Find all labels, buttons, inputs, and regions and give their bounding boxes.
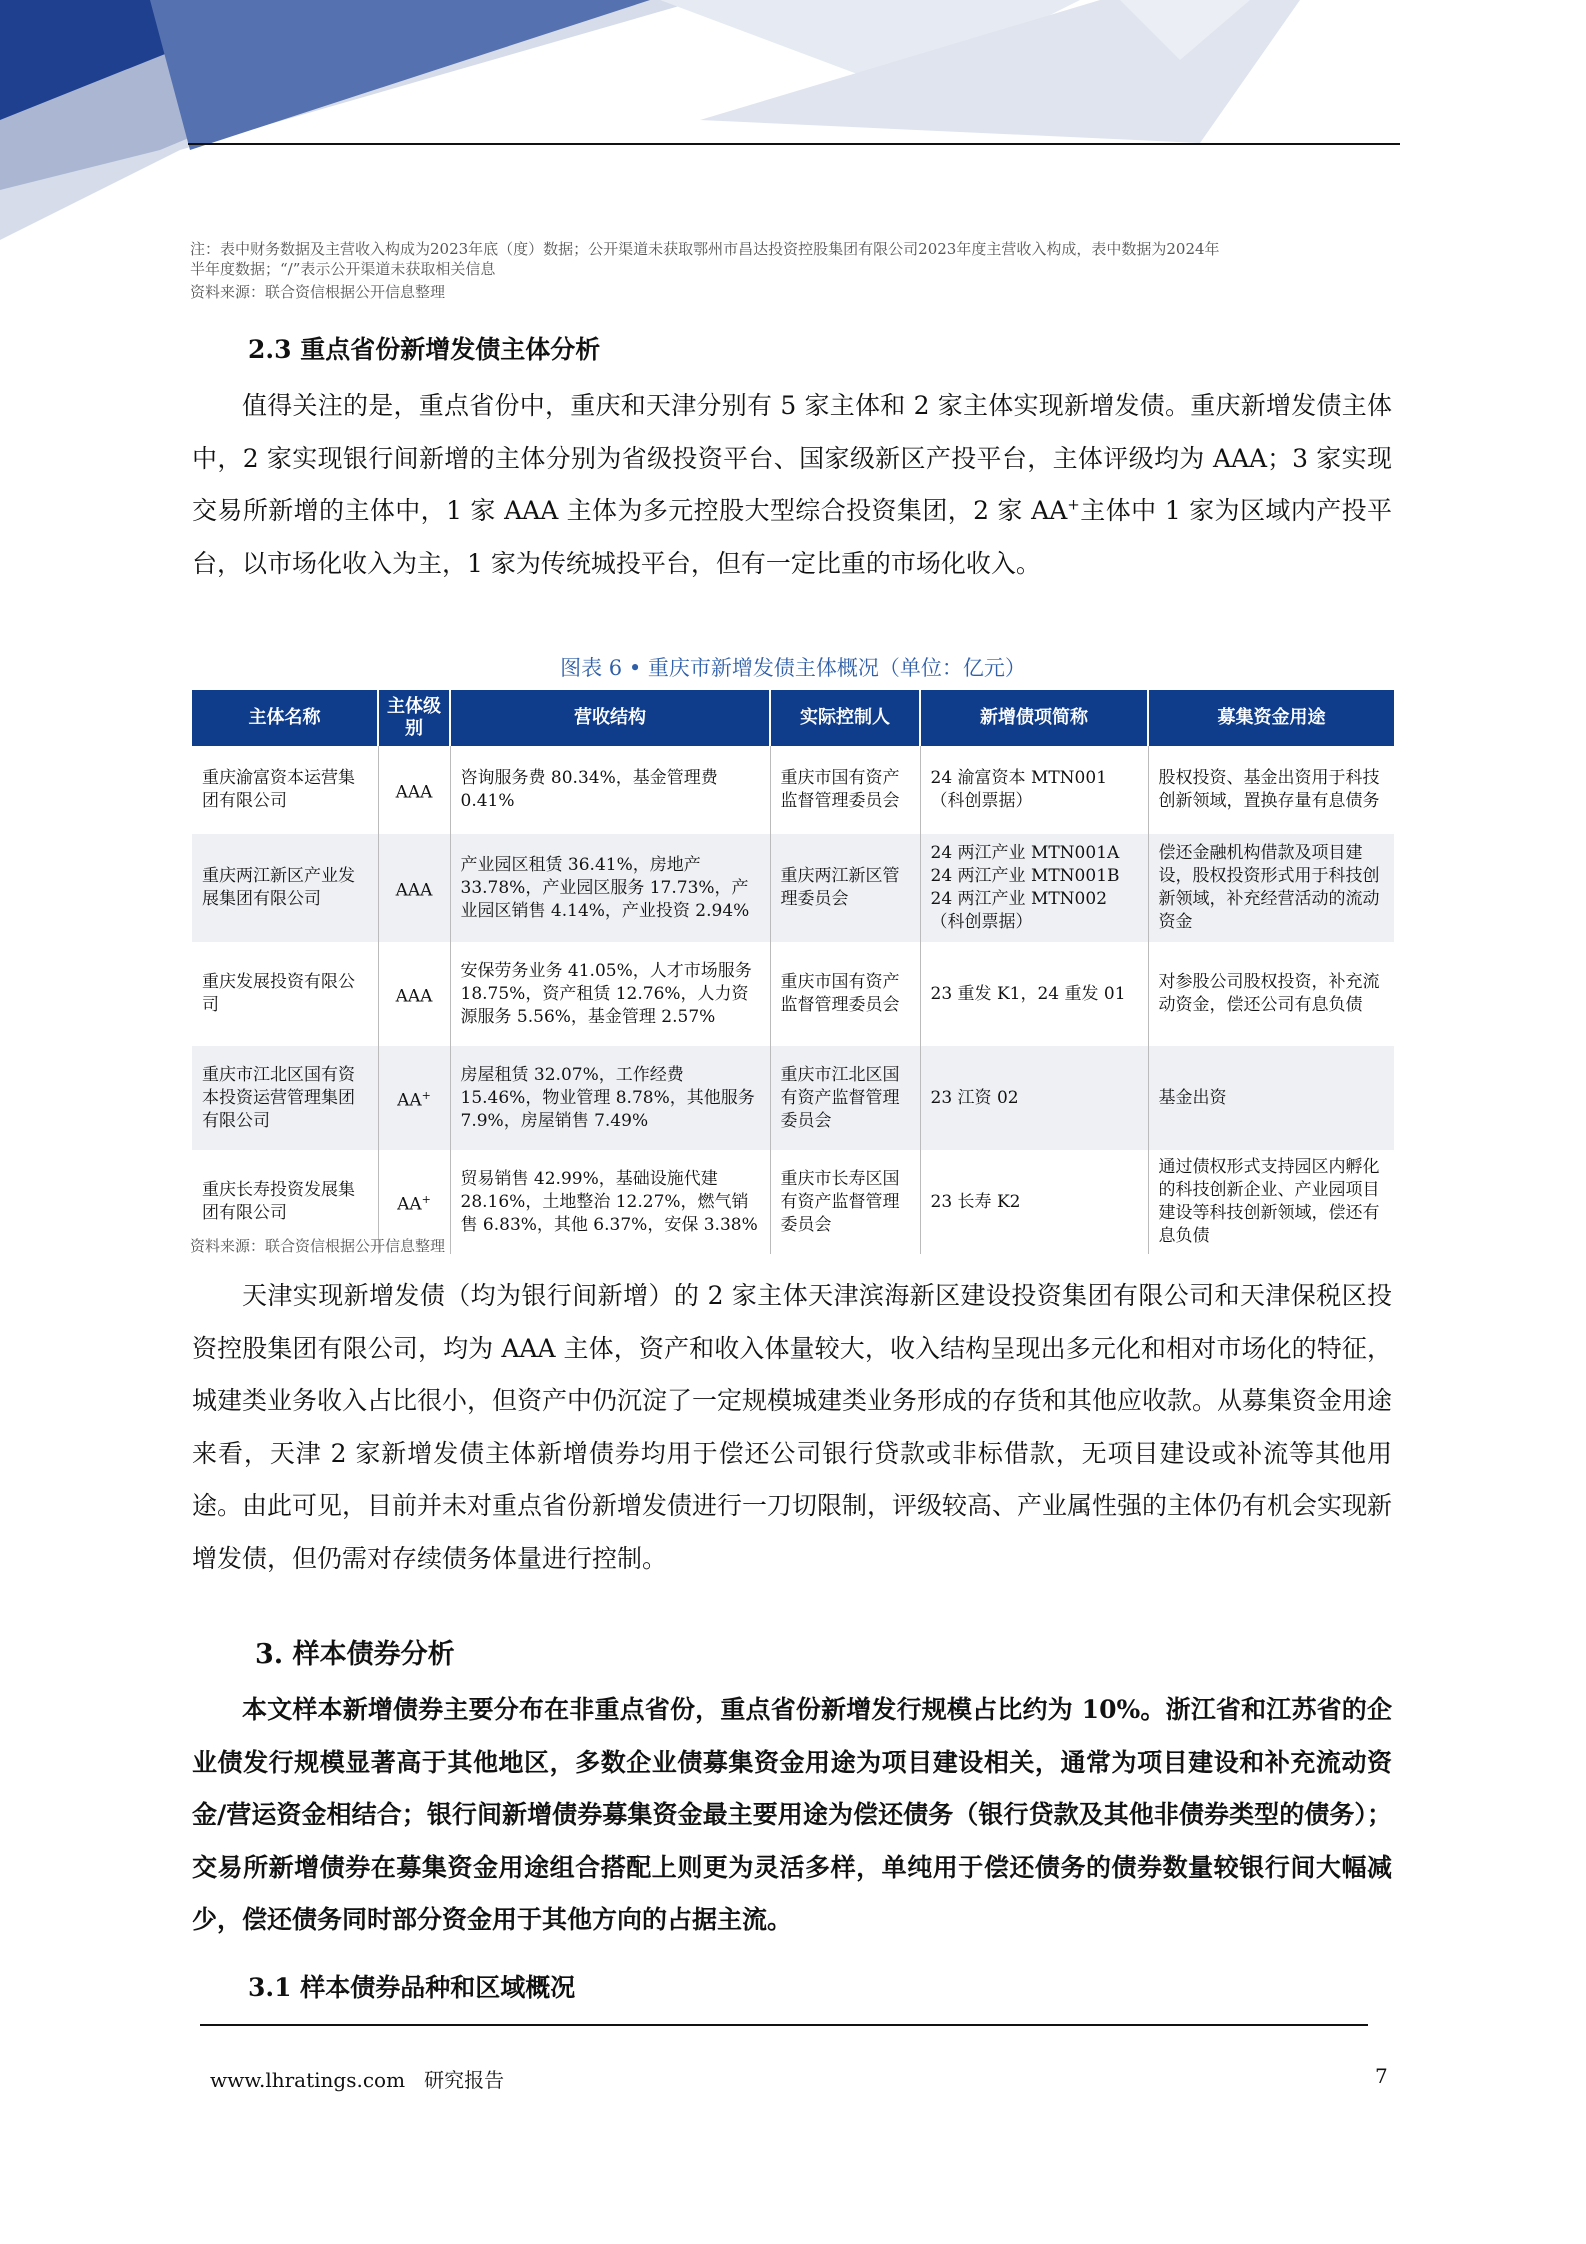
- section-3-heading: 3. 样本债券分析: [255, 1639, 455, 1670]
- section-3-summary: 本文样本新增债券主要分布在非重点省份，重点省份新增发行规模占比约为 10%。浙江省和江苏省的企业债发行规模显著高于其他地区，多数企业债募集资金用途为项目建设相关，通常为项目建设和补充流动资金/营运资金相结合；银行间新增债券募集资金最主要用途为偿还债务（银行贷款及其他非债券类型的债务）；交易所新增债券在募集资金用途组合搭配上则更为灵活多样，单纯用于偿还债务的债券数量较银行间大幅减少，偿还债务同时部分资金用于其他方向的占据主流。: [192, 1695, 1392, 1934]
- cell-controller: 重庆两江新区管理委员会: [770, 834, 920, 942]
- cell-bonds: 23 重发 K1，24 重发 01: [920, 942, 1148, 1046]
- cell-controller: 重庆市长寿区国有资产监督管理委员会: [770, 1150, 920, 1254]
- rating-value: AAA: [395, 880, 433, 901]
- para-text-a: 值得关注的是，重点省份中，重庆和天津分别有 5 家主体和 2 家主体实现新增发债。重庆新增发债主体中，2 家实现银行间新增的主体分别为省级投资平台、国家级新区产投平台，主体评级均为 AAA；3 家实现交易所新增的主体中，1 家 AAA 主体为多元控股大型综合投资集团，2 家 AA: [192, 391, 1392, 525]
- page-number: 7: [1375, 2064, 1388, 2088]
- cell-revenue: 安保劳务业务 41.05%，人才市场服务 18.75%，资产租赁 12.76%，人力资源服务 5.56%，基金管理 2.57%: [450, 942, 770, 1046]
- footer-left: [210, 2064, 504, 2093]
- header-rating: 主体级别: [378, 690, 450, 746]
- section-2-3-paragraph: [192, 380, 1392, 590]
- cell-use: 对参股公司股权投资，补充流动资金，偿还公司有息负债: [1148, 942, 1394, 1046]
- cell-rating: [378, 834, 450, 942]
- cell-bonds: 24 渝富资本 MTN001（科创票据）: [920, 746, 1148, 834]
- cell-name: 重庆市江北区国有资本投资运营管理集团有限公司: [192, 1046, 378, 1150]
- cell-revenue: 咨询服务费 80.34%，基金管理费 0.41%: [450, 746, 770, 834]
- note-source: 资料来源：联合资信根据公开信息整理: [190, 283, 446, 301]
- rating-sup: +: [421, 1088, 431, 1102]
- cell-use: 基金出资: [1148, 1046, 1394, 1150]
- cell-rating: [378, 942, 450, 1046]
- cell-controller: 重庆市国有资产监督管理委员会: [770, 746, 920, 834]
- cell-use: 股权投资、基金出资用于科技创新领域，置换存量有息债务: [1148, 746, 1394, 834]
- section-2-3-heading: 2.3 重点省份新增发债主体分析: [248, 335, 601, 364]
- cell-bonds: 23 长寿 K2: [920, 1150, 1148, 1254]
- header-use: 募集资金用途: [1148, 690, 1394, 746]
- cell-name: 重庆渝富资本运营集团有限公司: [192, 746, 378, 834]
- cell-use: 偿还金融机构借款及项目建设，股权投资形式用于科技创新领域，补充经营活动的流动资金: [1148, 834, 1394, 942]
- cell-name: 重庆两江新区产业发展集团有限公司: [192, 834, 378, 942]
- figure-6-title: 图表 6 • 重庆市新增发债主体概况（单位：亿元）: [560, 656, 1026, 680]
- footer-rule: [200, 2024, 1368, 2026]
- header-revenue: 营收结构: [450, 690, 770, 746]
- rating-value: AA: [397, 1194, 422, 1215]
- section-3-1-heading: 3.1 样本债券品种和区域概况: [248, 1973, 576, 2002]
- header-rule: [188, 143, 1400, 145]
- para-sup: +: [1067, 495, 1080, 514]
- cell-revenue: 房屋租赁 32.07%，工作经费 15.46%，物业管理 8.78%，其他服务 7.9%，房屋销售 7.49%: [450, 1046, 770, 1150]
- note-line-2: 半年度数据；“/”表示公开渠道未获取相关信息: [190, 260, 496, 278]
- footer-site-link[interactable]: www.lhratings.com: [210, 2068, 406, 2092]
- table-row: [192, 834, 1394, 942]
- rating-value: AAA: [395, 782, 433, 803]
- header-name: 主体名称: [192, 690, 378, 746]
- note-line-1: 注：表中财务数据及主营收入构成为2023年底（度）数据；公开渠道未获取鄂州市昌达投资控股集团有限公司2023年度主营收入构成，表中数据为2024年: [190, 240, 1220, 258]
- header-controller: 实际控制人: [770, 690, 920, 746]
- rating-sup: +: [421, 1192, 431, 1206]
- header-decoration: [0, 0, 1586, 260]
- table-header-row: [192, 690, 1394, 746]
- chongqing-issuers-table: [192, 690, 1394, 1254]
- tianjin-paragraph: 天津实现新增发债（均为银行间新增）的 2 家主体天津滨海新区建设投资集团有限公司和天津保税区投资控股集团有限公司，均为 AAA 主体，资产和收入体量较大，收入结构呈现出多元化和相对市场化的特征，城建类业务收入占比很小，但资产中仍沉淀了一定规模城建类业务形成的存货和其他应收款。从募集资金用途来看，天津 2 家新增发债主体新增债券均用于偿还公司银行贷款或非标借款，无项目建设或补流等其他用途。由此可见，目前并未对重点省份新增发债进行一刀切限制，评级较高、产业属性强的主体仍有机会实现新增发债，但仍需对存续债务体量进行控制。: [192, 1281, 1393, 1573]
- cell-name: 重庆长寿投资发展集团有限公司: [192, 1150, 378, 1254]
- cell-revenue: 贸易销售 42.99%，基础设施代建 28.16%，土地整治 12.27%，燃气销售 6.83%，其他 6.37%，安保 3.38%: [450, 1150, 770, 1254]
- footer-label: 研究报告: [424, 2068, 505, 2092]
- cell-rating: [378, 1046, 450, 1150]
- cell-revenue: 产业园区租赁 36.41%，房地产 33.78%，产业园区服务 17.73%，产业园区销售 4.14%，产业投资 2.94%: [450, 834, 770, 942]
- rating-value: AAA: [395, 986, 433, 1007]
- cell-controller: 重庆市江北区国有资产监督管理委员会: [770, 1046, 920, 1150]
- table-source: 资料来源：联合资信根据公开信息整理: [190, 1237, 446, 1255]
- cell-controller: 重庆市国有资产监督管理委员会: [770, 942, 920, 1046]
- table-row: [192, 746, 1394, 834]
- cell-bonds: 23 江资 02: [920, 1046, 1148, 1150]
- table-row: [192, 942, 1394, 1046]
- cell-bonds: 24 两江产业 MTN001A 24 两江产业 MTN001B 24 两江产业 MTN002（科创票据）: [920, 834, 1148, 942]
- para-text-b: 主体中 1 家为区域内产投平台，以市场化收入为主，1 家为传统城投平台，但有一定比重的市场化收入。: [192, 496, 1392, 578]
- table-row: [192, 1046, 1394, 1150]
- cell-name: 重庆发展投资有限公司: [192, 942, 378, 1046]
- cell-rating: [378, 746, 450, 834]
- cell-use: 通过债权形式支持园区内孵化的科技创新企业、产业园项目建设等科技创新领域，偿还有息负债: [1148, 1150, 1394, 1254]
- rating-value: AA: [397, 1090, 422, 1111]
- header-bonds: 新增债项简称: [920, 690, 1148, 746]
